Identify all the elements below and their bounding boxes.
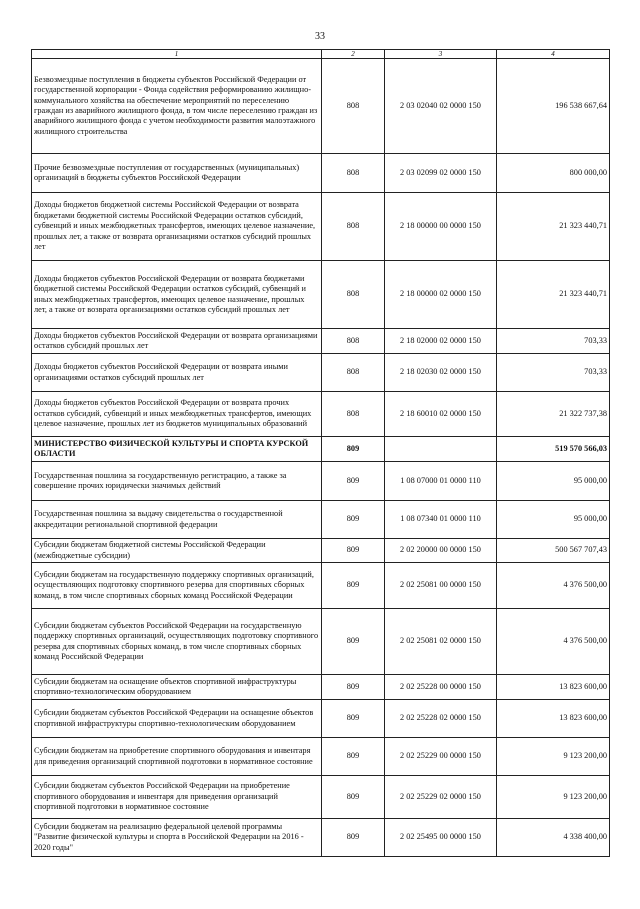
income-name-cell: Субсидии бюджетам бюджетной системы Российской Федерации (межбюджетные субсидии) (32, 539, 322, 563)
column-number-4: 4 (497, 50, 610, 59)
amount-cell: 13 823 600,00 (497, 700, 610, 738)
column-number-2: 2 (322, 50, 385, 59)
income-name-cell: МИНИСТЕРСТВО ФИЗИЧЕСКОЙ КУЛЬТУРЫ И СПОРТА КУРСКОЙ ОБЛАСТИ (32, 437, 322, 462)
admin-code-cell: 809 (322, 776, 385, 819)
admin-code-cell: 809 (322, 675, 385, 700)
revenue-code-cell: 2 02 25081 02 0000 150 (385, 609, 497, 675)
table-row (32, 329, 610, 354)
amount-cell: 13 823 600,00 (497, 675, 610, 700)
revenue-code-cell: 2 02 25228 00 0000 150 (385, 675, 497, 700)
column-number-3: 3 (385, 50, 497, 59)
income-name-cell: Субсидии бюджетам на оснащение объектов спортивной инфраструктуры спортивно-технологическим оборудованием (32, 675, 322, 700)
amount-cell: 519 570 566,03 (497, 437, 610, 462)
revenue-code-cell: 1 08 07000 01 0000 110 (385, 462, 497, 501)
income-name-cell: Безвозмездные поступления в бюджеты субъектов Российской Федерации от государственной корпорации - Фонда содействия реформированию жилищно-коммунального хозяйства на обеспечение мероприятий по переселению граждан из аварийного жилищного фонда, в том числе переселению граждан из аварийного жилищного фонда с учетом необходимости развития малоэтажного жилищного строительства (32, 59, 322, 154)
table-row (32, 154, 610, 193)
amount-cell: 9 123 200,00 (497, 776, 610, 819)
table-row (32, 501, 610, 539)
table-row (32, 675, 610, 700)
admin-code-cell: 808 (322, 354, 385, 392)
revenue-code-cell (385, 437, 497, 462)
income-name-cell: Субсидии бюджетам на государственную поддержку спортивных организаций, осуществляющих подготовку спортивного резерва для спортивных сборных команд, в том числе спортивных сборных команд Российской Федерации (32, 563, 322, 609)
admin-code-cell: 808 (322, 193, 385, 261)
revenue-code-cell: 2 02 25081 00 0000 150 (385, 563, 497, 609)
amount-cell: 21 323 440,71 (497, 261, 610, 329)
revenue-code-cell: 2 02 20000 00 0000 150 (385, 539, 497, 563)
table-row (32, 59, 610, 154)
amount-cell: 9 123 200,00 (497, 738, 610, 776)
amount-cell: 500 567 707,43 (497, 539, 610, 563)
revenue-code-cell: 1 08 07340 01 0000 110 (385, 501, 497, 539)
revenue-code-cell: 2 02 25228 02 0000 150 (385, 700, 497, 738)
income-name-cell: Государственная пошлина за государственную регистрацию, а также за совершение прочих юридически значимых действий (32, 462, 322, 501)
table-row (32, 609, 610, 675)
revenue-code-cell: 2 02 25495 00 0000 150 (385, 819, 497, 857)
income-name-cell: Доходы бюджетов субъектов Российской Федерации от возврата организациями остатков субсидий прошлых лет (32, 329, 322, 354)
column-number-1: 1 (32, 50, 322, 59)
revenue-code-cell: 2 02 25229 00 0000 150 (385, 738, 497, 776)
table-row (32, 776, 610, 819)
admin-code-cell: 809 (322, 462, 385, 501)
admin-code-cell: 809 (322, 501, 385, 539)
amount-cell: 4 376 500,00 (497, 609, 610, 675)
income-name-cell: Субсидии бюджетам на приобретение спортивного оборудования и инвентаря для приведения организаций спортивной подготовки в нормативное состояние (32, 738, 322, 776)
revenue-code-cell: 2 18 02000 02 0000 150 (385, 329, 497, 354)
admin-code-cell: 809 (322, 738, 385, 776)
admin-code-cell: 809 (322, 437, 385, 462)
admin-code-cell: 809 (322, 609, 385, 675)
table-row (32, 700, 610, 738)
amount-cell: 21 322 737,38 (497, 392, 610, 437)
income-name-cell: Доходы бюджетов субъектов Российской Федерации от возврата бюджетами бюджетной системы Российской Федерации остатков субсидий, субвенций и иных межбюджетных трансфертов, имеющих целевое назначение, прошлых лет, а также от возврата организациями остатков субсидий прошлых лет (32, 261, 322, 329)
income-name-cell: Доходы бюджетов субъектов Российской Федерации от возврата прочих остатков субсидий, субвенций и иных межбюджетных трансфертов, имеющих целевое назначение, прошлых лет из бюджетов муниципальных образований (32, 392, 322, 437)
table-row (32, 462, 610, 501)
income-name-cell: Субсидии бюджетам на реализацию федеральной целевой программы "Развитие физической культуры и спорта в Российской Федерации на 2016 - 2020 годы" (32, 819, 322, 857)
table-row (32, 193, 610, 261)
admin-code-cell: 809 (322, 563, 385, 609)
amount-cell: 21 323 440,71 (497, 193, 610, 261)
table-row (32, 738, 610, 776)
revenue-code-cell: 2 03 02099 02 0000 150 (385, 154, 497, 193)
table-row (32, 819, 610, 857)
admin-code-cell: 808 (322, 392, 385, 437)
admin-code-cell: 808 (322, 154, 385, 193)
amount-cell: 703,33 (497, 354, 610, 392)
amount-cell: 196 538 667,64 (497, 59, 610, 154)
income-name-cell: Прочие безвозмездные поступления от государственных (муниципальных) организаций в бюджеты субъектов Российской Федерации (32, 154, 322, 193)
admin-code-cell: 808 (322, 59, 385, 154)
amount-cell: 95 000,00 (497, 462, 610, 501)
table-row (32, 392, 610, 437)
income-name-cell: Субсидии бюджетам субъектов Российской Федерации на приобретение спортивного оборудования и инвентаря для приведения организаций спортивной подготовки в нормативное состояние (32, 776, 322, 819)
revenue-code-cell: 2 18 02030 02 0000 150 (385, 354, 497, 392)
income-name-cell: Доходы бюджетов бюджетной системы Российской Федерации от возврата бюджетами бюджетной системы Российской Федерации остатков субсидий, субвенций и иных межбюджетных трансфертов, имеющих целевое назначение, прошлых лет, а также от возврата организациями остатков субсидий прошлых лет (32, 193, 322, 261)
admin-code-cell: 809 (322, 819, 385, 857)
table-row (32, 437, 610, 462)
admin-code-cell: 809 (322, 700, 385, 738)
table-header-row (32, 50, 610, 59)
admin-code-cell: 809 (322, 539, 385, 563)
amount-cell: 4 338 400,00 (497, 819, 610, 857)
amount-cell: 703,33 (497, 329, 610, 354)
income-name-cell: Государственная пошлина за выдачу свидетельства о государственной аккредитации региональной спортивной федерации (32, 501, 322, 539)
revenue-code-cell: 2 02 25229 02 0000 150 (385, 776, 497, 819)
table-row (32, 539, 610, 563)
revenue-code-cell: 2 18 60010 02 0000 150 (385, 392, 497, 437)
income-name-cell: Доходы бюджетов субъектов Российской Федерации от возврата иными организациями остатков субсидий прошлых лет (32, 354, 322, 392)
income-name-cell: Субсидии бюджетам субъектов Российской Федерации на государственную поддержку спортивных организаций, осуществляющих подготовку спортивного резерва для спортивных сборных команд, в том числе спортивных сборных команд Российской Федерации (32, 609, 322, 675)
revenue-code-cell: 2 18 00000 00 0000 150 (385, 193, 497, 261)
revenue-code-cell: 2 18 00000 02 0000 150 (385, 261, 497, 329)
page-number: 33 (315, 31, 325, 42)
admin-code-cell: 808 (322, 261, 385, 329)
income-name-cell: Субсидии бюджетам субъектов Российской Федерации на оснащение объектов спортивной инфраструктуры спортивно-технологическим оборудованием (32, 700, 322, 738)
table-body (32, 59, 610, 857)
table-row (32, 354, 610, 392)
amount-cell: 4 376 500,00 (497, 563, 610, 609)
revenue-code-cell: 2 03 02040 02 0000 150 (385, 59, 497, 154)
admin-code-cell: 808 (322, 329, 385, 354)
amount-cell: 95 000,00 (497, 501, 610, 539)
table-row (32, 563, 610, 609)
amount-cell: 800 000,00 (497, 154, 610, 193)
budget-revenue-table (31, 49, 610, 857)
table-row (32, 261, 610, 329)
